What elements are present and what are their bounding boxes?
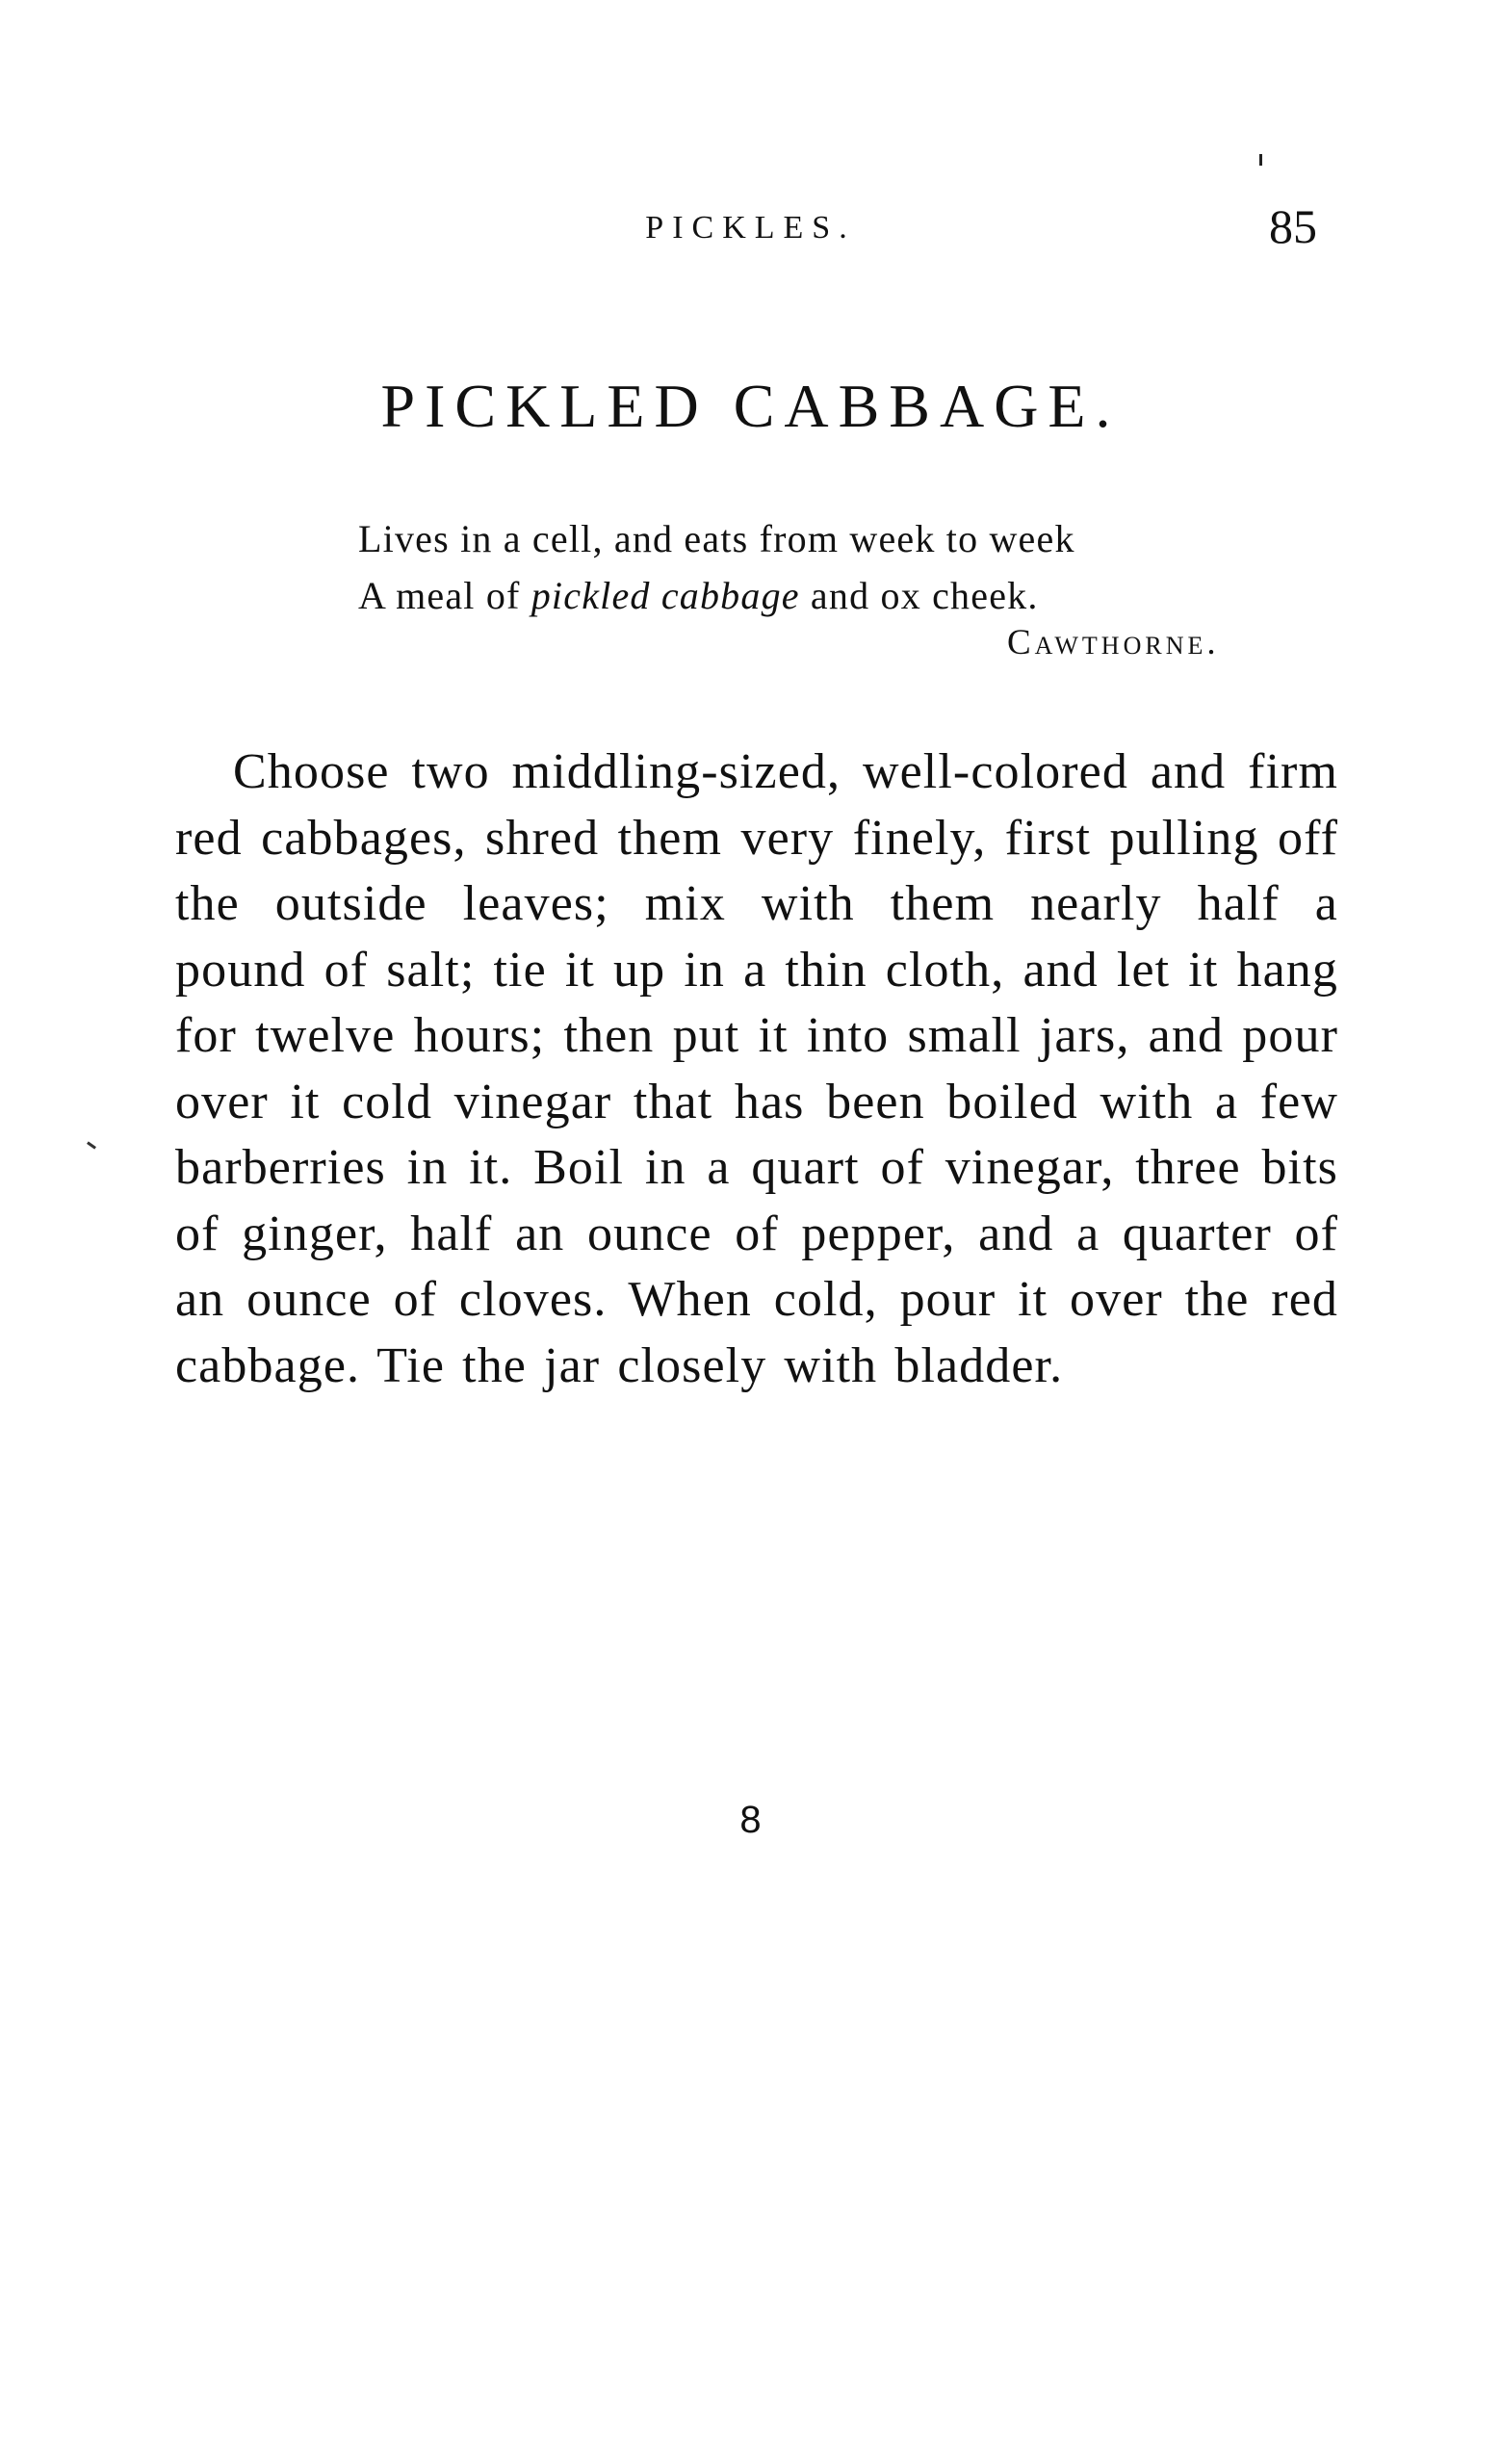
recipe-title: PICKLED CABBAGE. — [380, 372, 1121, 440]
running-head: PICKLES. — [645, 210, 856, 246]
epigraph-line-2-prefix: A meal of — [358, 574, 531, 617]
epigraph-italic-phrase: pickled cabbage — [531, 574, 800, 617]
stray-ink-mark — [1259, 154, 1262, 166]
page-number: 85 — [1269, 199, 1317, 253]
stray-ink-mark-margin — [87, 1141, 96, 1149]
epigraph-attribution: Cawthorne. — [1007, 623, 1220, 662]
epigraph-line-1: Lives in a cell, and eats from week to week — [358, 517, 1075, 560]
epigraph-line-2 — [358, 567, 1075, 624]
epigraph — [358, 510, 1075, 624]
epigraph-line-2-suffix: and ox cheek. — [799, 574, 1039, 617]
signature-mark: 8 — [739, 1799, 762, 1841]
recipe-paragraph: Choose two middling-sized, well-colored and firm red cabbages, shred them very finely, first pulling off the outside leaves; mix with them nearly half a pound of salt; tie it up in a thin cloth, and let it hang for twelve hours; then put it into small jars, and pour over it cold vinegar that has been boiled with a few barberries in it. Boil in a quart of vinegar, three bits of ginger, half an ounce of pepper, and a quarter of an ounce of cloves. When cold, pour it over the red cabbage. Tie the jar closely with bladder. — [175, 744, 1338, 1393]
